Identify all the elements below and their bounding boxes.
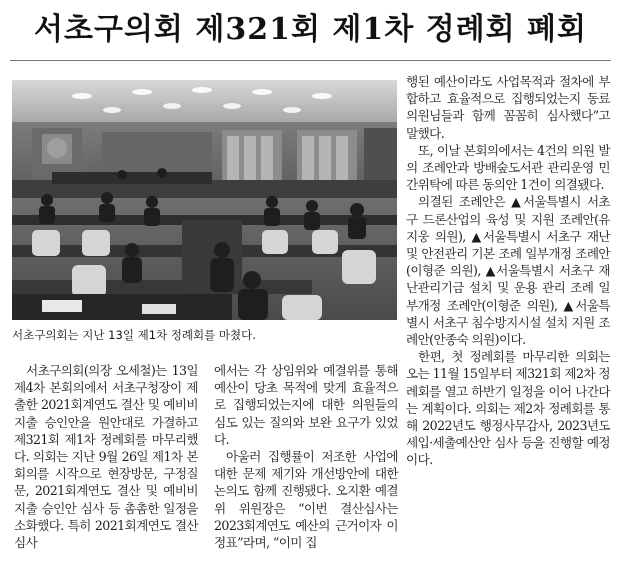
council-session-photo xyxy=(12,80,397,320)
paragraph: 아울러 집행률이 저조한 사업에 대한 문제 제기와 개선방안에 대한 논의도 함께 진행됐다. 오지환 예결위 위원장은 “이번 결산심사는 2023회계연도 예산의 근거이자 이정표”라며, “이미 집 xyxy=(214,449,398,551)
headline: 서초구의회 제321회 제1차 정례회 폐회 xyxy=(34,12,587,47)
paragraph: 의결된 조례안은 ▲서울특별시 서초구 드론산업의 육성 및 지원 조례안(유지웅 의원), ▲서울특별시 서초구 재난 및 안전관리 기본 조례 일부개정 조례안(이형준 의원), ▲서울특별시 서초구 재난관리기금 설치 및 운용 관리 조례 일부개정 조례안(이형준 의원), ▲서울특별시 서초구 침수방지시설 설치 지원 조례안(안종숙 의원)이다. xyxy=(406,194,610,348)
paragraph: 또, 이날 본회의에서는 4건의 의원 발의 조례안과 방배숲도서관 관리운영 민간위탁에 따른 동의안 1건이 의결됐다. xyxy=(406,142,610,193)
photo-caption: 서초구의회는 지난 13일 제1차 정례회를 마쳤다. xyxy=(12,328,256,342)
paragraph: 에서는 각 상임위와 예결위를 통해 예산이 당초 목적에 맞게 효율적으로 집행되었는지에 대한 의원들의 심도 있는 질의와 보완 요구가 있었다. xyxy=(214,363,398,447)
article-column-middle xyxy=(214,362,398,551)
article-column-right xyxy=(406,73,610,469)
paragraph: 행된 예산이라도 사업목적과 절차에 부합하고 효율적으로 집행되었는지 동료의원님들과 함께 꼼꼼히 심사했다”고 말했다. xyxy=(406,74,610,141)
headline-divider xyxy=(10,60,611,61)
paragraph: 서초구의회(의장 오세철)는 13일 제4차 본회의에서 서초구청장이 제출한 2021회계연도 결산 및 예비비 지출 승인안을 원안대로 가결하고 제321회 제1차 정례회를 마무리했다. 의회는 지난 9월 26일 제1차 본회의를 시작으로 현장방문, 구정질문, 2021회계연도 결산 및 예비비 지출 승인안 심사 등 촘촘한 일정을 소화했다. 특히 2021회계연도 결산 심사 xyxy=(14,363,198,551)
paragraph: 한편, 첫 정례회를 마무리한 의회는 오는 11월 15일부터 제321회 제2차 정례회를 열고 하반기 일정을 이어 나간다는 계획이다. 의회는 제2차 정례회를 통해 2022년도 행정사무감사, 2023년도 세입·세출예산안 심사 등을 진행할 예정이다. xyxy=(406,349,610,468)
article-column-left xyxy=(14,362,198,551)
